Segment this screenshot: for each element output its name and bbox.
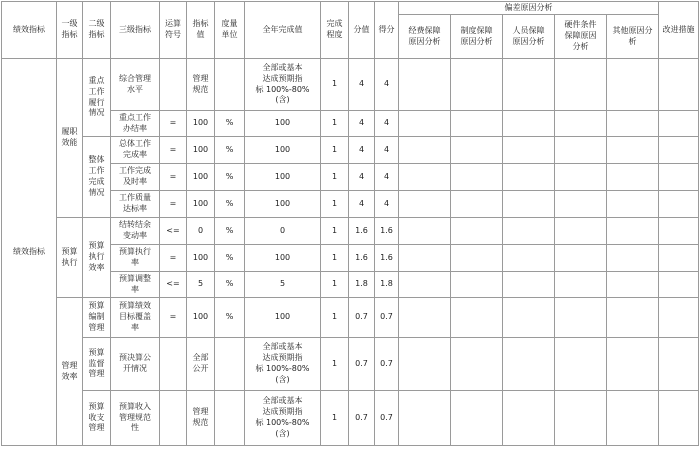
cell-deviation-hardware xyxy=(555,218,607,245)
cell-l3: 预决算公 开情况 xyxy=(111,338,160,391)
cell-improve xyxy=(659,59,699,111)
cell-target: 100 xyxy=(187,245,215,272)
cell-deviation-other xyxy=(607,59,659,111)
cell-deviation-hardware xyxy=(555,191,607,218)
header-operator: 运算 符号 xyxy=(160,2,187,59)
cell-deviation-other xyxy=(607,137,659,164)
cell-l3: 总体工作 完成率 xyxy=(111,137,160,164)
cell-degree: 1 xyxy=(321,298,349,338)
cell-score: 0.7 xyxy=(375,338,399,391)
header-row-top xyxy=(2,2,699,15)
table-body xyxy=(2,59,699,446)
cell-annual: 全部或基本 达成预期指 标 100%-80% (含) xyxy=(245,59,321,111)
header-deviation-staff: 人员保障 原因分析 xyxy=(503,15,555,59)
cell-target: 管理 规范 xyxy=(187,391,215,446)
cell-deviation-staff xyxy=(503,137,555,164)
cell-annual: 100 xyxy=(245,191,321,218)
cell-deviation-hardware xyxy=(555,111,607,137)
cell-deviation-staff xyxy=(503,338,555,391)
cell-weight: 4 xyxy=(349,137,375,164)
cell-unit: % xyxy=(215,245,245,272)
cell-weight: 1.6 xyxy=(349,218,375,245)
cell-deviation-other xyxy=(607,245,659,272)
cell-annual: 5 xyxy=(245,272,321,298)
cell-deviation-staff xyxy=(503,218,555,245)
cell-deviation-funding xyxy=(399,298,451,338)
cell-weight: 1.6 xyxy=(349,245,375,272)
cell-improve xyxy=(659,164,699,191)
cell-l3: 重点工作 办结率 xyxy=(111,111,160,137)
cell-deviation-other xyxy=(607,218,659,245)
cell-operator: = xyxy=(160,164,187,191)
performance-evaluation-table xyxy=(1,1,699,446)
cell-improve xyxy=(659,137,699,164)
cell-annual: 100 xyxy=(245,164,321,191)
cell-deviation-other xyxy=(607,164,659,191)
table-row xyxy=(2,298,699,338)
cell-deviation-hardware xyxy=(555,391,607,446)
header-score: 得分 xyxy=(375,2,399,59)
cell-annual: 100 xyxy=(245,245,321,272)
cell-deviation-other xyxy=(607,191,659,218)
cell-score: 4 xyxy=(375,164,399,191)
cell-unit xyxy=(215,59,245,111)
cell-degree: 1 xyxy=(321,338,349,391)
cell-target: 0 xyxy=(187,218,215,245)
cell-improve xyxy=(659,391,699,446)
header-level1: 一级 指标 xyxy=(57,2,83,59)
cell-deviation-funding xyxy=(399,111,451,137)
header-degree: 完成 程度 xyxy=(321,2,349,59)
cell-weight: 0.7 xyxy=(349,298,375,338)
cell-l3: 预算调整 率 xyxy=(111,272,160,298)
cell-deviation-hardware xyxy=(555,59,607,111)
cell-deviation-staff xyxy=(503,272,555,298)
cell-improve xyxy=(659,245,699,272)
cell-annual: 全部或基本 达成预期指 标 100%-80% (含) xyxy=(245,391,321,446)
cell-deviation-system xyxy=(451,164,503,191)
cell-deviation-hardware xyxy=(555,245,607,272)
group-l2-budget-prep: 预算 编制 管理 xyxy=(83,298,111,338)
cell-degree: 1 xyxy=(321,245,349,272)
cell-degree: 1 xyxy=(321,272,349,298)
cell-operator: = xyxy=(160,298,187,338)
cell-degree: 1 xyxy=(321,191,349,218)
group-l2-key-work: 重点 工作 履行 情况 xyxy=(83,59,111,137)
cell-annual: 100 xyxy=(245,298,321,338)
cell-deviation-hardware xyxy=(555,272,607,298)
cell-unit: % xyxy=(215,137,245,164)
cell-operator xyxy=(160,391,187,446)
cell-deviation-hardware xyxy=(555,164,607,191)
group-l1-budget: 预算 执行 xyxy=(57,218,83,298)
cell-deviation-other xyxy=(607,391,659,446)
cell-target: 100 xyxy=(187,191,215,218)
cell-weight: 4 xyxy=(349,191,375,218)
cell-deviation-funding xyxy=(399,218,451,245)
cell-deviation-other xyxy=(607,298,659,338)
cell-unit: % xyxy=(215,218,245,245)
cell-annual: 全部或基本 达成预期指 标 100%-80% (含) xyxy=(245,338,321,391)
cell-operator: = xyxy=(160,111,187,137)
header-deviation-system: 制度保障 原因分析 xyxy=(451,15,503,59)
cell-operator: <= xyxy=(160,218,187,245)
cell-l3: 预算绩效 目标覆盖 率 xyxy=(111,298,160,338)
cell-operator: <= xyxy=(160,272,187,298)
cell-deviation-other xyxy=(607,338,659,391)
cell-l3: 结转结余 变动率 xyxy=(111,218,160,245)
cell-deviation-system xyxy=(451,391,503,446)
cell-score: 1.6 xyxy=(375,245,399,272)
cell-deviation-staff xyxy=(503,164,555,191)
header-unit: 度量 单位 xyxy=(215,2,245,59)
header-level3: 三级指标 xyxy=(111,2,160,59)
cell-improve xyxy=(659,111,699,137)
cell-operator xyxy=(160,59,187,111)
cell-unit xyxy=(215,338,245,391)
cell-target: 100 xyxy=(187,164,215,191)
cell-score: 4 xyxy=(375,137,399,164)
cell-deviation-system xyxy=(451,111,503,137)
group-l2-budget-sup: 预算 监督 管理 xyxy=(83,338,111,391)
cell-degree: 1 xyxy=(321,391,349,446)
cell-l3: 工作质量 达标率 xyxy=(111,191,160,218)
header-deviation-funding: 经费保障 原因分析 xyxy=(399,15,451,59)
cell-deviation-system xyxy=(451,218,503,245)
cell-operator: = xyxy=(160,137,187,164)
cell-improve xyxy=(659,298,699,338)
cell-score: 4 xyxy=(375,59,399,111)
cell-degree: 1 xyxy=(321,218,349,245)
cell-annual: 100 xyxy=(245,111,321,137)
cell-weight: 4 xyxy=(349,59,375,111)
header-deviation-group: 偏差原因分析 xyxy=(399,2,659,15)
cell-deviation-system xyxy=(451,191,503,218)
group-l2-overall: 整体 工作 完成 情况 xyxy=(83,137,111,218)
cell-improve xyxy=(659,218,699,245)
cell-unit: % xyxy=(215,191,245,218)
cell-deviation-funding xyxy=(399,272,451,298)
cell-annual: 0 xyxy=(245,218,321,245)
cell-deviation-hardware xyxy=(555,137,607,164)
group-l1-duty: 履职 效能 xyxy=(57,59,83,218)
cell-unit xyxy=(215,391,245,446)
header-deviation-other: 其他原因分 析 xyxy=(607,15,659,59)
header-perf-indicator: 绩效指标 xyxy=(2,2,57,59)
group-l2-budget-exec: 预算 执行 效率 xyxy=(83,218,111,298)
cell-score: 0.7 xyxy=(375,391,399,446)
cell-target: 100 xyxy=(187,111,215,137)
cell-l3: 工作完成 及时率 xyxy=(111,164,160,191)
cell-improve xyxy=(659,272,699,298)
cell-deviation-staff xyxy=(503,191,555,218)
cell-l3: 综合管理 水平 xyxy=(111,59,160,111)
cell-degree: 1 xyxy=(321,137,349,164)
cell-deviation-funding xyxy=(399,391,451,446)
cell-unit: % xyxy=(215,111,245,137)
table-row xyxy=(2,59,699,111)
cell-l3: 预算执行 率 xyxy=(111,245,160,272)
table-row xyxy=(2,391,699,446)
cell-deviation-system xyxy=(451,272,503,298)
cell-deviation-funding xyxy=(399,245,451,272)
cell-operator: = xyxy=(160,245,187,272)
cell-target: 管理 规范 xyxy=(187,59,215,111)
cell-l3: 预算收入 管理规范 性 xyxy=(111,391,160,446)
cell-unit: % xyxy=(215,164,245,191)
group-l1-manage: 管理 效率 xyxy=(57,298,83,446)
cell-unit: % xyxy=(215,272,245,298)
cell-deviation-system xyxy=(451,298,503,338)
header-annual: 全年完成值 xyxy=(245,2,321,59)
cell-weight: 1.8 xyxy=(349,272,375,298)
cell-annual: 100 xyxy=(245,137,321,164)
cell-deviation-staff xyxy=(503,391,555,446)
cell-target: 100 xyxy=(187,298,215,338)
cell-score: 4 xyxy=(375,111,399,137)
cell-deviation-staff xyxy=(503,59,555,111)
header-improve: 改进措施 xyxy=(659,2,699,59)
cell-deviation-hardware xyxy=(555,338,607,391)
header-deviation-hardware: 硬件条件 保障原因 分析 xyxy=(555,15,607,59)
header-level2: 二级 指标 xyxy=(83,2,111,59)
cell-deviation-funding xyxy=(399,137,451,164)
cell-score: 4 xyxy=(375,191,399,218)
cell-degree: 1 xyxy=(321,59,349,111)
cell-target: 全部 公开 xyxy=(187,338,215,391)
cell-target: 100 xyxy=(187,137,215,164)
cell-deviation-other xyxy=(607,272,659,298)
cell-deviation-funding xyxy=(399,338,451,391)
header-target: 指标 值 xyxy=(187,2,215,59)
cell-weight: 4 xyxy=(349,111,375,137)
group-l2-revenue: 预算 收支 管理 xyxy=(83,391,111,446)
cell-score: 1.6 xyxy=(375,218,399,245)
cell-weight: 0.7 xyxy=(349,338,375,391)
cell-degree: 1 xyxy=(321,164,349,191)
cell-deviation-funding xyxy=(399,164,451,191)
cell-degree: 1 xyxy=(321,111,349,137)
cell-deviation-funding xyxy=(399,191,451,218)
cell-weight: 4 xyxy=(349,164,375,191)
cell-deviation-system xyxy=(451,137,503,164)
cell-score: 1.8 xyxy=(375,272,399,298)
cell-deviation-staff xyxy=(503,298,555,338)
cell-improve xyxy=(659,191,699,218)
table-row xyxy=(2,338,699,391)
cell-deviation-system xyxy=(451,338,503,391)
cell-deviation-system xyxy=(451,245,503,272)
cell-deviation-system xyxy=(451,59,503,111)
cell-unit: % xyxy=(215,298,245,338)
cell-deviation-staff xyxy=(503,245,555,272)
cell-improve xyxy=(659,338,699,391)
cell-target: 5 xyxy=(187,272,215,298)
table-header xyxy=(2,2,699,59)
header-weight: 分值 xyxy=(349,2,375,59)
cell-operator: = xyxy=(160,191,187,218)
cell-score: 0.7 xyxy=(375,298,399,338)
cell-deviation-funding xyxy=(399,59,451,111)
cell-weight: 0.7 xyxy=(349,391,375,446)
cell-deviation-staff xyxy=(503,111,555,137)
cell-operator xyxy=(160,338,187,391)
cell-deviation-other xyxy=(607,111,659,137)
table-row xyxy=(2,137,699,164)
cell-deviation-hardware xyxy=(555,298,607,338)
group-perf-indicator: 绩效指标 xyxy=(2,59,57,446)
table-row xyxy=(2,218,699,245)
